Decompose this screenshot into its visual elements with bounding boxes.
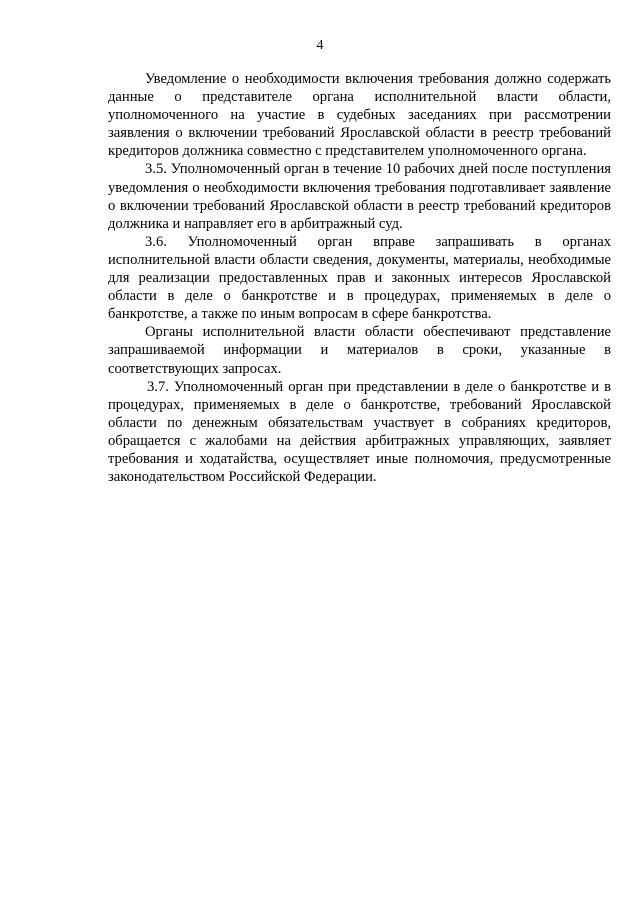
document-body [108, 70, 611, 486]
paragraph-3-5: 3.5. Уполномоченный орган в течение 10 рабочих дней после поступления уведомления о необходимости включения требования подготавливает заявление о включении требований Ярославской области в реестр требований кредиторов должника и направляет его в арбитражный суд. [108, 161, 611, 232]
paragraph-executive-bodies: Органы исполнительной власти области обеспечивают представление запрашиваемой информации и материалов в сроки, указанные в соответствующих запросах. [108, 324, 611, 377]
page-number: 4 [316, 38, 324, 53]
paragraph-3-7: 3.7. Уполномоченный орган при представлении в деле о банкротстве и в процедурах, применяемых в деле о банкротстве, требований Ярославской области по денежным обязательствам участвует в собраниях кредиторов, обращается с жалобами на действия арбитражных управляющих, заявляет требования и ходатайства, осуществляет иные полномочия, предусмотренные законодательством Российской Федерации. [108, 378, 611, 486]
paragraph-3-6: 3.6. Уполномоченный орган вправе запрашивать в органах исполнительной власти области сведения, документы, материалы, необходимые для реализации предоставленных прав и законных интересов Ярославской области в деле о банкротстве и в процедурах, применяемых в деле о банкротстве, а также по иным вопросам в сфере банкротства. [108, 233, 611, 323]
paragraph-notification-content: Уведомление о необходимости включения требования должно содержать данные о представителе органа исполнительной власти области, уполномоченного на участие в судебных заседаниях при рассмотрении заявления о включении требований Ярославской области в реестр требований кредиторов должника совместно с представителем уполномоченного органа. [108, 71, 611, 160]
